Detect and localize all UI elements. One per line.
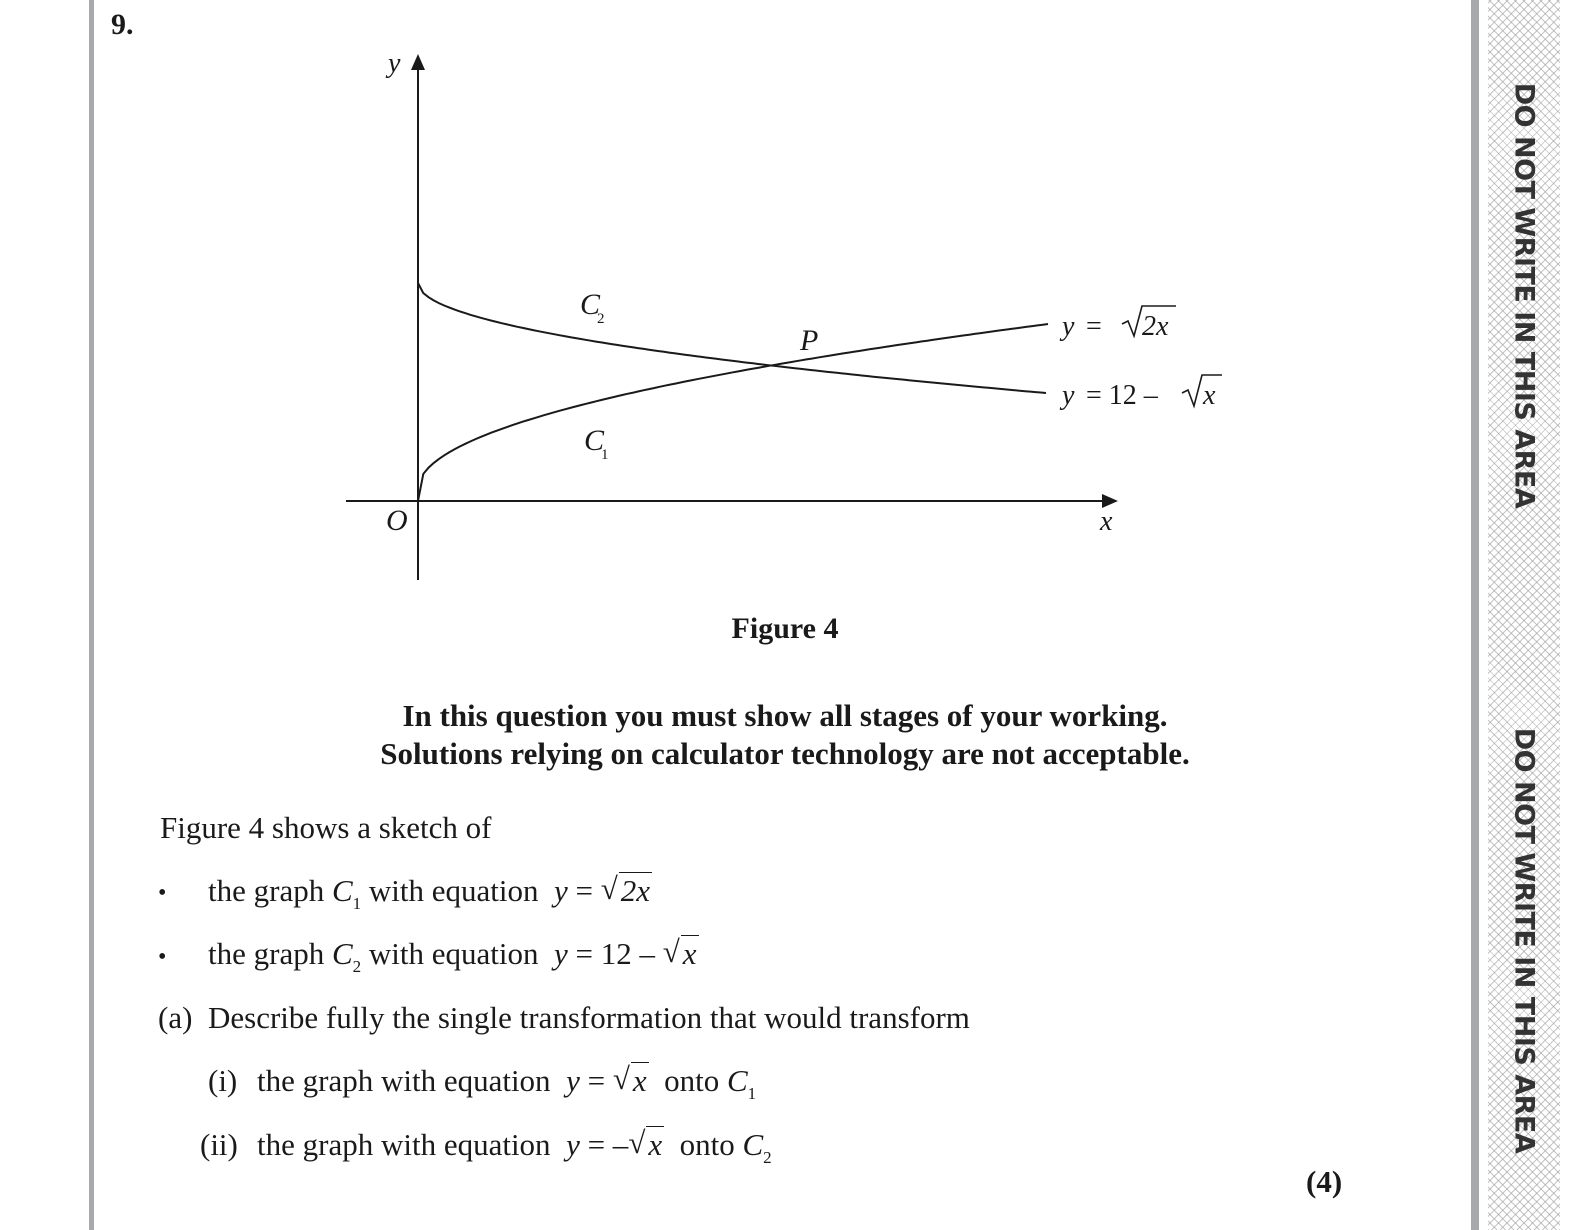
curve-c2-label: C2 <box>580 288 605 327</box>
y-axis-arrow <box>411 54 425 70</box>
question-number: 9. <box>111 8 134 41</box>
bullet-graph-c1: the graph $C_1$ with equation y = √ 2x <box>208 871 651 913</box>
svg-text:y: y <box>1062 380 1075 411</box>
x-axis-label: x <box>1100 506 1113 537</box>
svg-text:= 12 –: = 12 – <box>1086 380 1158 411</box>
equation-label-c1 <box>1059 306 1176 342</box>
part-a-label: (a) <box>158 1000 193 1035</box>
svg-text:=: = <box>1086 311 1102 342</box>
part-a-text: Describe fully the single transformation that would transform <box>208 1000 970 1035</box>
sub-ii-text: the graph with equation y = – √ x onto $C_2$ <box>257 1125 772 1167</box>
margin-warning-top: DO NOT WRITE IN THIS AREA <box>1508 82 1540 509</box>
y-axis-label: y <box>388 48 401 79</box>
curve-c1 <box>418 324 1048 501</box>
margin-warning-bottom: DO NOT WRITE IN THIS AREA <box>1508 727 1540 1154</box>
figure-4-graph <box>300 40 1260 600</box>
sub-i-label: (i) <box>208 1063 238 1098</box>
bullet-dot: • <box>158 880 167 906</box>
intro-text: Figure 4 shows a sketch of <box>160 810 492 845</box>
intersection-label-p: P <box>800 324 819 357</box>
svg-text:x: x <box>1203 380 1216 411</box>
instruction-line-2: Solutions relying on calculator technology are not acceptable. <box>380 736 1190 771</box>
instruction-line-1: In this question you must show all stages of your working. <box>402 698 1168 733</box>
sub-i-text: the graph with equation y = √ x onto $C_1$ <box>257 1061 757 1103</box>
equation-label-c2 <box>1059 375 1222 411</box>
curve-c1-label: C1 <box>584 424 609 463</box>
figure-caption: Figure 4 <box>731 612 839 645</box>
svg-text:y: y <box>1062 311 1075 342</box>
bullet-dot: • <box>158 944 167 970</box>
sub-ii-label: (ii) <box>200 1127 238 1162</box>
marks-label: (4) <box>1306 1164 1343 1199</box>
svg-text:2x: 2x <box>1142 311 1169 342</box>
bullet-graph-c2: the graph $C_2$ with equation y = 12 – √ x <box>208 934 697 976</box>
origin-label: O <box>386 504 408 537</box>
